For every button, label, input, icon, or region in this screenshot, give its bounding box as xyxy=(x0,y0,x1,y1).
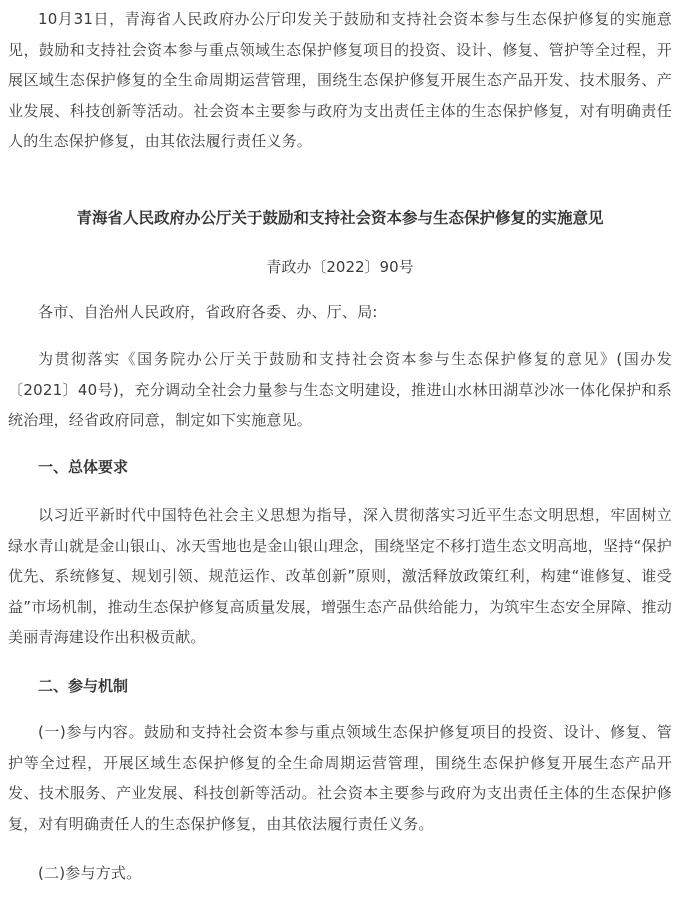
addressee-paragraph: 各市、自治州人民政府，省政府各委、办、厅、局: xyxy=(38,303,378,321)
document-number: 青政办〔2022〕90号 xyxy=(266,258,414,276)
section-heading-participation-mechanism: 二、参与机制 xyxy=(38,677,129,695)
participation-method-paragraph: (二)参与方式。 xyxy=(38,864,142,882)
document-title: 青海省人民政府办公厅关于鼓励和支持社会资本参与生态保护修复的实施意见 xyxy=(76,209,604,227)
intro-paragraph: 10月31日，青海省人民政府办公厅印发关于鼓励和支持社会资本参与生态保护修复的实施意见，鼓励和支持社会资本参与重点领域生态保护修复项目的投资、设计、修复、管护等全过程，开展区域生态保护修复的全生命周期运营管理，围绕生态保护修复开展生态产品开发、技术服务、产业发展、科技创新等活动。社会资本主要参与政府为支出责任主体的生态保护修复，对有明确责任人的生态保护修复，由其依法履行责任义务。 xyxy=(8,10,672,150)
preamble-paragraph: 为贯彻落实《国务院办公厅关于鼓励和支持社会资本参与生态保护修复的意见》(国办发〔2021〕40号)，充分调动全社会力量参与生态文明建设，推进山水林田湖草沙冰一体化保护和系统治理，经省政府同意，制定如下实施意见。 xyxy=(8,350,672,429)
participation-content-paragraph: (一)参与内容。鼓励和支持社会资本参与重点领域生态保护修复项目的投资、设计、修复、管护等全过程，开展区域生态保护修复的全生命周期运营管理，围绕生态保护修复开展生态产品开发、技术服务、产业发展、科技创新等活动。社会资本主要参与政府为支出责任主体的生态保护修复，对有明确责任人的生态保护修复，由其依法履行责任义务。 xyxy=(8,723,672,833)
section-heading-general-requirements: 一、总体要求 xyxy=(38,458,129,476)
general-requirements-paragraph: 以习近平新时代中国特色社会主义思想为指导，深入贯彻落实习近平生态文明思想，牢固树立绿水青山就是金山银山、冰天雪地也是金山银山理念，围绕坚定不移打造生态文明高地，坚持“保护优先、系统修复、规划引领、规范运作、改革创新”原则，激活释放政策红利，构建“谁修复、谁受益”市场机制，推动生态保护修复高质量发展，增强生态产品供给能力，为筑牢生态安全屏障、推动美丽青海建设作出积极贡献。 xyxy=(8,506,672,646)
